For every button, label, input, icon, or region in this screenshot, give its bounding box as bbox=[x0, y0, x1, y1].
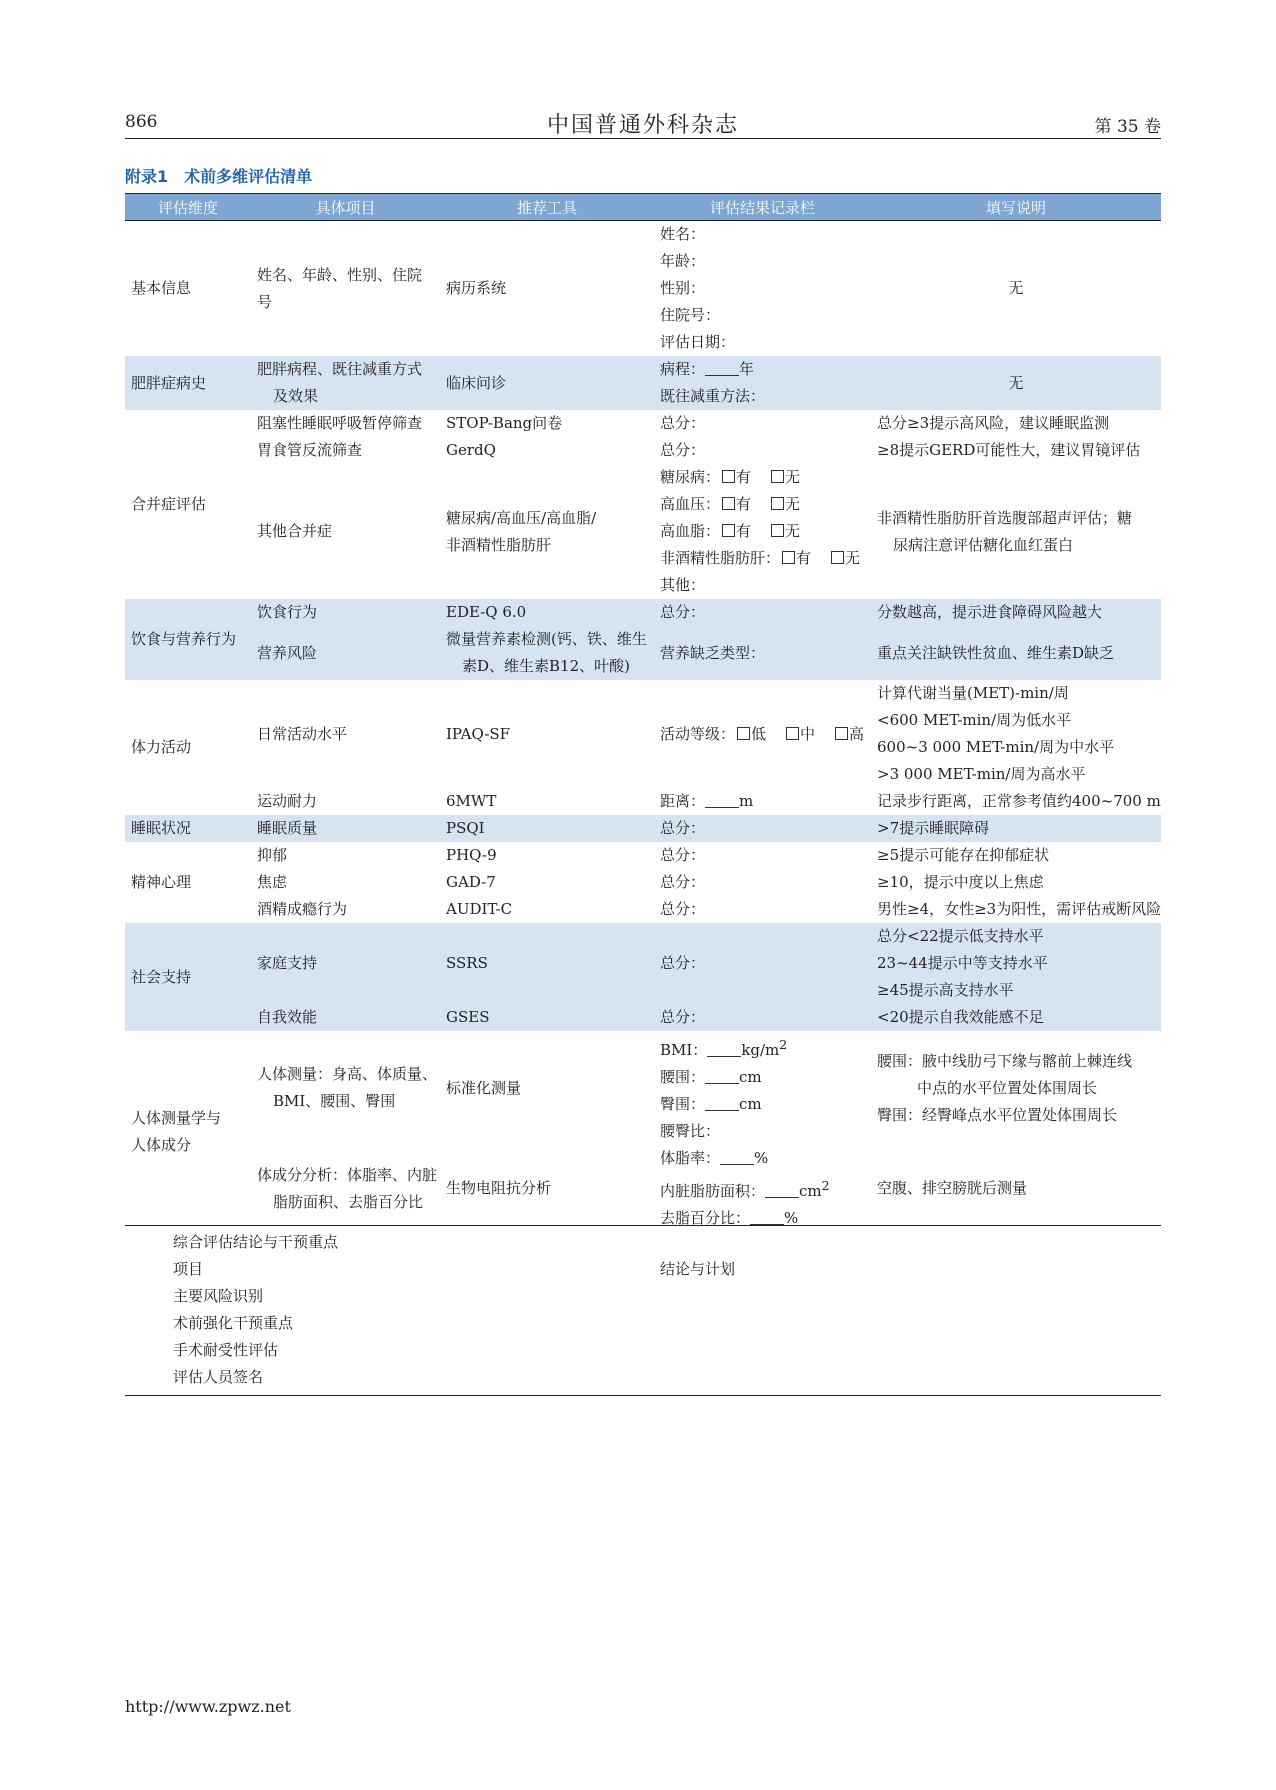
tool-cell bbox=[440, 626, 654, 680]
tool-cell: AUDIT-C bbox=[446, 900, 513, 918]
condition-diabetes bbox=[660, 464, 865, 491]
item-line: 脂肪面积、去脂百分比 bbox=[273, 1192, 424, 1211]
blank-line bbox=[765, 1183, 799, 1198]
condition-other: 其他： bbox=[660, 576, 706, 594]
result-cell bbox=[654, 680, 871, 788]
condition-label: 高血脂： bbox=[660, 522, 721, 540]
option-label: 有 bbox=[796, 549, 812, 567]
assessment-table-wrapper bbox=[125, 193, 1161, 1232]
summary-row bbox=[125, 1337, 1161, 1364]
result-cell bbox=[654, 1145, 871, 1232]
table-row bbox=[125, 437, 1161, 464]
body-fat-unit: % bbox=[754, 1149, 769, 1167]
checkbox-yes[interactable] bbox=[782, 551, 795, 564]
summary-row bbox=[125, 1364, 1161, 1391]
item-line: 肥胖病程、既往减重方式 bbox=[257, 360, 423, 378]
waist-field bbox=[660, 1064, 865, 1091]
dimension-cell: 精神心理 bbox=[131, 873, 192, 891]
hip-unit: cm bbox=[739, 1095, 762, 1113]
item-cell bbox=[251, 356, 440, 410]
dimension-line: 人体测量学与 bbox=[131, 1108, 222, 1127]
page-header bbox=[125, 108, 1161, 138]
tool-cell: EDE-Q 6.0 bbox=[440, 599, 654, 626]
summary-header-row bbox=[125, 1256, 1161, 1283]
condition-hyperlipidemia bbox=[660, 518, 865, 545]
summary-result-column: 结论与计划 bbox=[660, 1260, 736, 1278]
tool-line: 糖尿病/高血压/高血脂/ bbox=[446, 508, 597, 527]
item-line: 体成分分析：体脂率、内脏 bbox=[257, 1165, 438, 1184]
activity-level-label: 活动等级： bbox=[660, 724, 736, 743]
item-line: 人体测量：身高、体质量、 bbox=[257, 1065, 438, 1083]
summary-item: 评估人员签名 bbox=[173, 1368, 264, 1386]
option-label: 高 bbox=[849, 724, 865, 743]
note-cell bbox=[871, 1031, 1161, 1145]
note-cell: 分数越高，提示进食障碍风险越大 bbox=[871, 599, 1161, 626]
note-cell: >7提示睡眠障碍 bbox=[871, 815, 1161, 842]
item-cell: 家庭支持 bbox=[251, 923, 440, 1004]
item-cell: 阻塞性睡眠呼吸暂停筛查 bbox=[257, 414, 423, 432]
result-cell: 总分： bbox=[660, 846, 706, 864]
note-cell: ≥5提示可能存在抑郁症状 bbox=[877, 846, 1050, 864]
table-row bbox=[125, 1145, 1161, 1232]
tool-cell: PHQ-9 bbox=[446, 846, 497, 864]
table-row bbox=[125, 842, 1161, 869]
note-cell: 记录步行距离，正常参考值约400~700 m bbox=[877, 792, 1161, 810]
bmi-field bbox=[660, 1031, 865, 1064]
caption-title: 术前多维评估清单 bbox=[184, 167, 313, 186]
dimension-cell: 社会支持 bbox=[125, 923, 251, 1031]
table-row bbox=[125, 680, 1161, 788]
note-line: 尿病注意评估糖化血红蛋白 bbox=[893, 535, 1074, 554]
condition-label: 非酒精性脂肪肝： bbox=[660, 549, 781, 567]
tool-cell: GAD-7 bbox=[446, 873, 496, 891]
result-cell: 总分： bbox=[660, 900, 706, 918]
item-cell: 自我效能 bbox=[251, 1004, 440, 1031]
item-cell bbox=[251, 1145, 440, 1232]
journal-title: 中国普通外科杂志 bbox=[546, 113, 739, 138]
note-line: >3 000 MET-min/周为高水平 bbox=[877, 765, 1086, 783]
note-line: 中点的水平位置处体围周长 bbox=[917, 1078, 1098, 1097]
bmi-unit-sup: 2 bbox=[779, 1037, 788, 1052]
note-line: 600~3 000 MET-min/周为中水平 bbox=[877, 738, 1115, 756]
checkbox-no[interactable] bbox=[771, 470, 784, 483]
lean-mass-label: 去脂百分比： bbox=[660, 1209, 751, 1227]
volume-label: 第 35 卷 bbox=[1094, 117, 1161, 137]
note-line: 总分<22提示低支持水平 bbox=[877, 927, 1044, 945]
blank-line bbox=[707, 1042, 741, 1057]
result-cell: 总分： bbox=[654, 923, 871, 1004]
note-cell: ≥8提示GERD可能性大，建议胃镜评估 bbox=[877, 441, 1141, 459]
result-cell: 总分： bbox=[654, 1004, 871, 1031]
checkbox-yes[interactable] bbox=[722, 524, 735, 537]
course-label: 病程： bbox=[660, 360, 706, 378]
checkbox-yes[interactable] bbox=[722, 470, 735, 483]
note-cell: 无 bbox=[1008, 279, 1024, 297]
blank-line bbox=[705, 1069, 739, 1084]
option-label: 无 bbox=[785, 495, 801, 513]
header-result: 评估结果记录栏 bbox=[654, 194, 871, 221]
note-line: <600 MET-min/周为低水平 bbox=[877, 711, 1072, 729]
item-cell: 睡眠质量 bbox=[251, 815, 440, 842]
item-line: BMI、腰围、臀围 bbox=[273, 1092, 396, 1110]
summary-item: 手术耐受性评估 bbox=[173, 1341, 279, 1359]
option-label: 无 bbox=[785, 468, 801, 486]
dimension-cell: 睡眠状况 bbox=[125, 815, 251, 842]
visceral-fat-unit-sup: 2 bbox=[821, 1178, 830, 1193]
checkbox-medium[interactable] bbox=[786, 727, 799, 740]
waist-label: 腰围： bbox=[660, 1068, 706, 1086]
header-rule bbox=[125, 138, 1161, 139]
blank-line bbox=[705, 1096, 739, 1111]
result-cell bbox=[654, 1031, 871, 1145]
result-cell: 总分： bbox=[660, 873, 706, 891]
result-cell bbox=[654, 788, 871, 815]
table-row bbox=[125, 626, 1161, 680]
field-admission-no: 住院号： bbox=[660, 306, 721, 324]
checkbox-low[interactable] bbox=[737, 727, 750, 740]
summary-section bbox=[125, 1225, 1161, 1396]
page-number: 866 bbox=[125, 112, 158, 132]
table-row bbox=[125, 221, 1161, 357]
checkbox-no[interactable] bbox=[771, 524, 784, 537]
condition-label: 糖尿病： bbox=[660, 468, 721, 486]
tool-cell: 生物电阻抗分析 bbox=[446, 1179, 552, 1197]
tool-line: 微量营养素检测(钙、铁、维生 bbox=[446, 630, 647, 648]
bmi-unit: kg/m bbox=[741, 1041, 780, 1059]
tool-cell: GSES bbox=[440, 1004, 654, 1031]
item-cell: 胃食管反流筛查 bbox=[257, 441, 363, 459]
table-row bbox=[125, 869, 1161, 896]
note-line: 非酒精性脂肪肝首选腹部超声评估；糖 bbox=[877, 508, 1133, 527]
table-header-row bbox=[125, 194, 1161, 221]
result-cell: 营养缺乏类型： bbox=[654, 626, 871, 680]
note-cell bbox=[871, 923, 1161, 1004]
blank-line bbox=[705, 361, 739, 376]
header-note: 填写说明 bbox=[871, 194, 1161, 221]
dimension-cell: 体力活动 bbox=[131, 738, 192, 756]
visceral-fat-label: 内脏脂肪面积： bbox=[660, 1182, 766, 1200]
body-fat-field bbox=[660, 1145, 865, 1172]
whr-field: 腰臀比： bbox=[660, 1122, 721, 1140]
blank-line bbox=[750, 1210, 784, 1225]
tool-cell: SSRS bbox=[440, 923, 654, 1004]
item-cell: 饮食行为 bbox=[251, 599, 440, 626]
option-label: 中 bbox=[800, 724, 816, 743]
dimension-cell: 合并症评估 bbox=[131, 495, 207, 513]
dimension-cell: 肥胖症病史 bbox=[125, 356, 251, 410]
condition-label: 高血压： bbox=[660, 495, 721, 513]
method-field: 既往减重方法： bbox=[660, 387, 766, 405]
header-dimension: 评估维度 bbox=[125, 194, 251, 221]
tool-line: 素D、维生素B12、叶酸) bbox=[462, 657, 630, 675]
table-row bbox=[125, 923, 1161, 1004]
note-cell bbox=[871, 464, 1161, 599]
table-row bbox=[125, 356, 1161, 410]
checkbox-yes[interactable] bbox=[722, 497, 735, 510]
item-cell: 姓名、年龄、性别、住院号 bbox=[257, 265, 423, 311]
lean-mass-unit: % bbox=[784, 1209, 799, 1227]
tool-cell: IPAQ-SF bbox=[446, 724, 511, 743]
hip-label: 臀围： bbox=[660, 1095, 706, 1113]
result-cell bbox=[654, 221, 871, 357]
item-cell bbox=[251, 1031, 440, 1145]
summary-title: 综合评估结论与干预重点 bbox=[173, 1233, 339, 1251]
course-field bbox=[660, 356, 865, 383]
field-name: 姓名： bbox=[660, 225, 706, 243]
option-label: 有 bbox=[736, 522, 752, 540]
blank-line bbox=[705, 793, 739, 808]
course-unit: 年 bbox=[739, 360, 755, 378]
note-line: 腰围：腋中线肋弓下缘与髂前上棘连线 bbox=[877, 1051, 1133, 1070]
option-label: 无 bbox=[785, 522, 801, 540]
hip-field bbox=[660, 1091, 865, 1118]
tool-cell: 病历系统 bbox=[446, 279, 507, 297]
table-row bbox=[125, 410, 1161, 437]
visceral-fat-unit: cm bbox=[799, 1182, 822, 1200]
table-row bbox=[125, 1004, 1161, 1031]
note-line: ≥45提示高支持水平 bbox=[877, 981, 1014, 999]
summary-title-row bbox=[125, 1229, 1161, 1256]
summary-row bbox=[125, 1283, 1161, 1310]
body-fat-label: 体脂率： bbox=[660, 1149, 721, 1167]
checkbox-high[interactable] bbox=[835, 727, 848, 740]
field-assessment-date: 评估日期： bbox=[660, 333, 736, 351]
result-cell: 总分： bbox=[654, 599, 871, 626]
note-cell: 总分≥3提示高风险，建议睡眠监测 bbox=[877, 414, 1110, 432]
condition-nafld bbox=[660, 545, 865, 572]
table-row bbox=[125, 1031, 1161, 1145]
table-row bbox=[125, 815, 1161, 842]
field-age: 年龄： bbox=[660, 252, 706, 270]
distance-unit: m bbox=[739, 792, 754, 810]
note-cell: 男性≥4，女性≥3为阳性，需评估戒断风险 bbox=[877, 900, 1162, 918]
tool-cell: PSQI bbox=[440, 815, 654, 842]
option-label: 有 bbox=[736, 468, 752, 486]
item-cell: 焦虑 bbox=[257, 873, 288, 891]
visceral-fat-field bbox=[660, 1172, 865, 1205]
result-cell bbox=[654, 356, 871, 410]
table-caption bbox=[125, 164, 312, 187]
item-cell: 其他合并症 bbox=[257, 522, 333, 540]
note-cell: 重点关注缺铁性贫血、维生素D缺乏 bbox=[871, 626, 1161, 680]
note-cell: ≥10，提示中度以上焦虑 bbox=[877, 873, 1044, 891]
option-label: 有 bbox=[736, 495, 752, 513]
dimension-cell: 饮食与营养行为 bbox=[125, 599, 251, 680]
tool-cell bbox=[440, 464, 654, 599]
tool-cell: STOP-Bang问卷 bbox=[446, 414, 563, 432]
tool-cell: 临床问诊 bbox=[440, 356, 654, 410]
bmi-label: BMI： bbox=[660, 1041, 708, 1059]
summary-item: 术前强化干预重点 bbox=[173, 1314, 294, 1332]
summary-row bbox=[125, 1310, 1161, 1337]
waist-unit: cm bbox=[739, 1068, 762, 1086]
field-sex: 性别： bbox=[660, 279, 706, 297]
item-cell: 运动耐力 bbox=[257, 792, 318, 810]
result-cell: 总分： bbox=[660, 441, 706, 459]
option-label: 低 bbox=[751, 724, 767, 743]
header-tool: 推荐工具 bbox=[440, 194, 654, 221]
table-row bbox=[125, 599, 1161, 626]
note-cell: 空腹、排空膀胱后测量 bbox=[877, 1179, 1028, 1197]
caption-label: 附录1 bbox=[125, 167, 169, 186]
result-cell: 总分： bbox=[654, 815, 871, 842]
dimension-cell: 基本信息 bbox=[131, 279, 192, 297]
option-label: 无 bbox=[845, 549, 861, 567]
summary-item-column: 项目 bbox=[173, 1260, 204, 1278]
note-cell: <20提示自我效能感不足 bbox=[871, 1004, 1161, 1031]
note-cell: 无 bbox=[871, 356, 1161, 410]
item-line: 及效果 bbox=[273, 387, 319, 405]
header-item: 具体项目 bbox=[251, 194, 440, 221]
result-cell: 总分： bbox=[660, 414, 706, 432]
item-cell: 营养风险 bbox=[251, 626, 440, 680]
footer-url: http://www.zpwz.net bbox=[125, 1697, 291, 1716]
dimension-cell bbox=[125, 1031, 251, 1232]
tool-cell: 6MWT bbox=[446, 792, 497, 810]
table-row bbox=[125, 788, 1161, 815]
note-cell bbox=[871, 680, 1161, 788]
assessment-table bbox=[125, 193, 1161, 1232]
summary-item: 主要风险识别 bbox=[173, 1287, 264, 1305]
table-row bbox=[125, 896, 1161, 923]
note-line: 计算代谢当量(MET)-min/周 bbox=[877, 684, 1069, 702]
note-line: 臀围：经臀峰点水平位置处体围周长 bbox=[877, 1105, 1118, 1124]
checkbox-no[interactable] bbox=[831, 551, 844, 564]
item-cell: 酒精成瘾行为 bbox=[257, 900, 348, 918]
tool-cell: 标准化测量 bbox=[446, 1078, 522, 1097]
distance-label: 距离： bbox=[660, 792, 706, 810]
note-line: 23~44提示中等支持水平 bbox=[877, 954, 1048, 972]
tool-cell: GerdQ bbox=[446, 441, 496, 459]
tool-line: 非酒精性脂肪肝 bbox=[446, 535, 552, 554]
dimension-line: 人体成分 bbox=[131, 1135, 192, 1154]
item-cell: 抑郁 bbox=[257, 846, 288, 864]
blank-line bbox=[720, 1150, 754, 1165]
table-row bbox=[125, 464, 1161, 599]
checkbox-no[interactable] bbox=[771, 497, 784, 510]
result-cell bbox=[654, 464, 871, 599]
condition-hypertension bbox=[660, 491, 865, 518]
item-cell: 日常活动水平 bbox=[257, 724, 348, 743]
